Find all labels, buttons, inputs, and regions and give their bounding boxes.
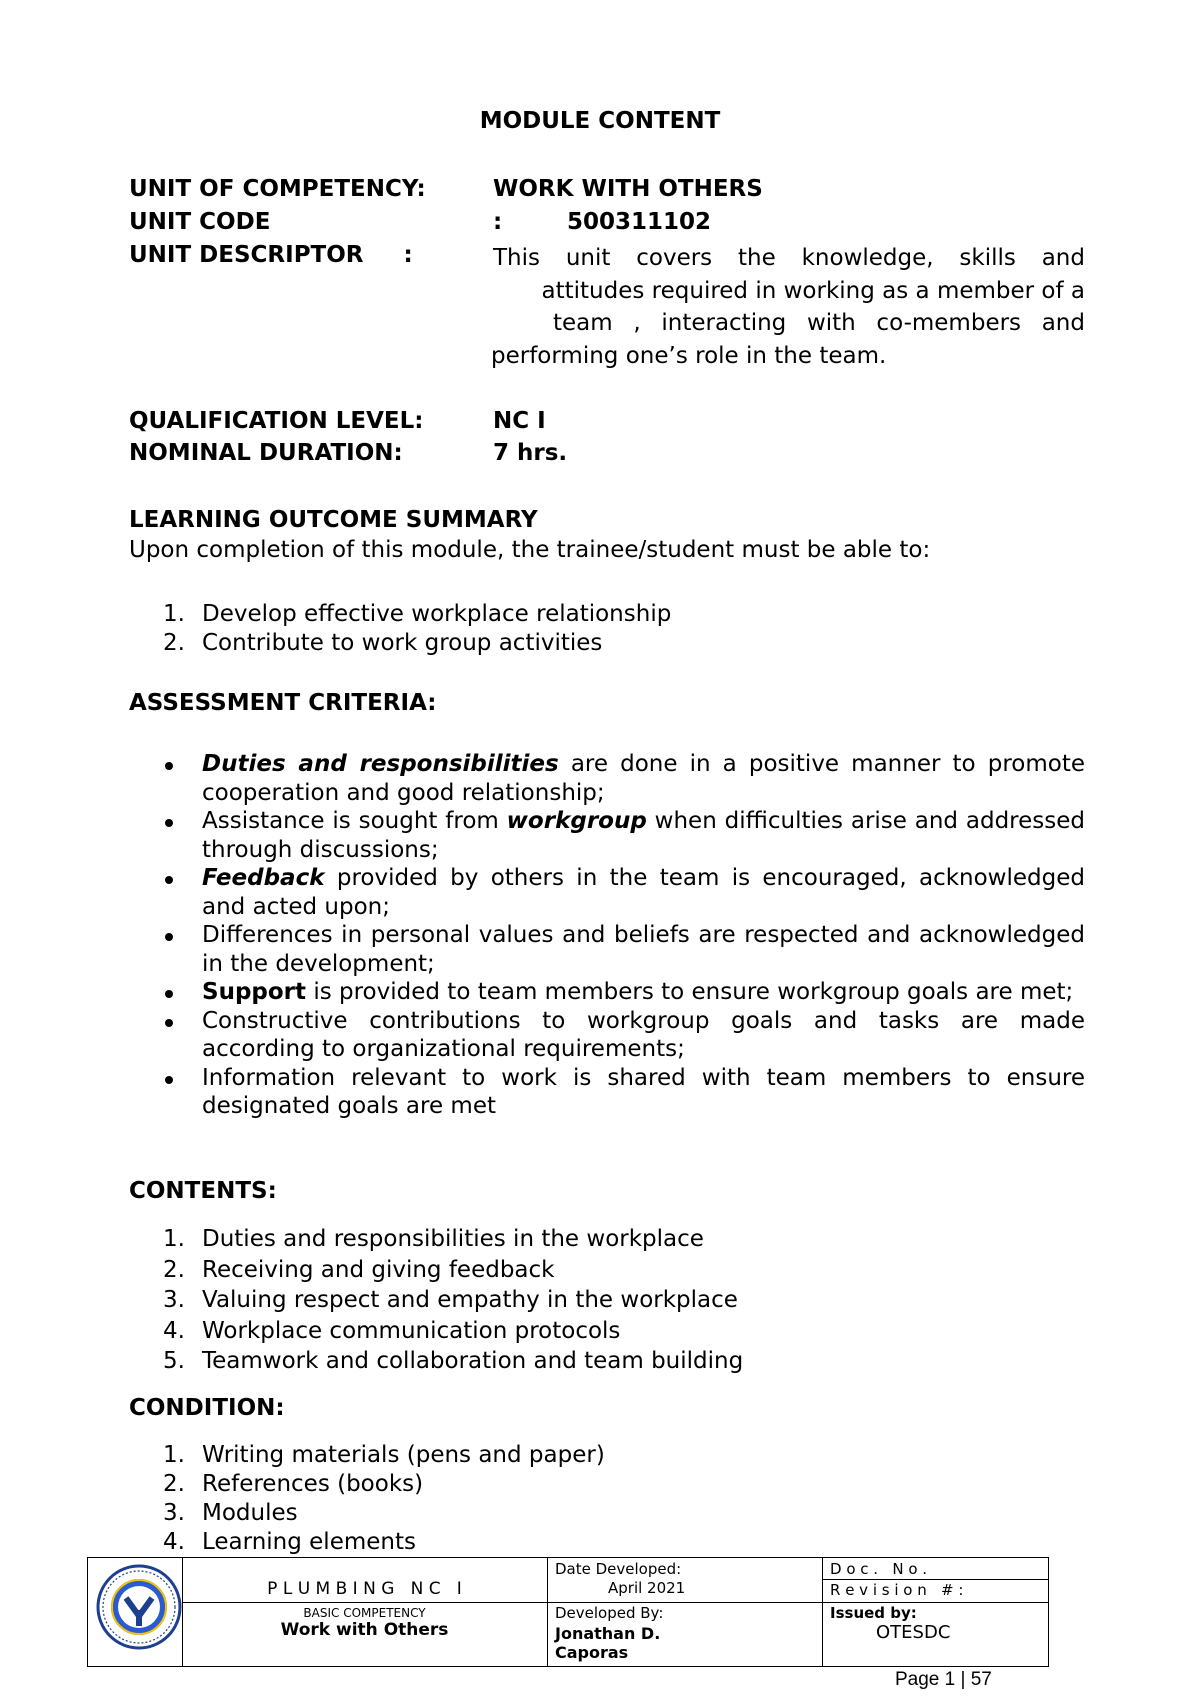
bullet-icon xyxy=(165,1019,173,1027)
list-item: Duties and responsibilities are done in a positive manner to promote cooperation and good relationship; xyxy=(129,750,1085,807)
duration-value: 7 hrs. xyxy=(493,440,568,466)
list-item: 1. Develop effective workplace relationship xyxy=(163,601,672,627)
list-item: 4. Workplace communication protocols xyxy=(163,1317,621,1344)
list-item: Information relevant to work is shared with team members to ensure designated goals are met xyxy=(129,1064,1085,1121)
duration-label: NOMINAL DURATION: xyxy=(129,440,403,466)
doc-no-label: D o c . N o . xyxy=(830,1560,928,1578)
list-item: 3. Modules xyxy=(163,1500,298,1526)
tesda-seal-icon xyxy=(96,1564,182,1650)
condition-heading: CONDITION: xyxy=(129,1395,285,1421)
descriptor-line: attitudes required in working as a member of a xyxy=(541,277,1085,304)
module-name: Work with Others xyxy=(280,1620,449,1640)
contents-list xyxy=(129,1224,743,1377)
bullet-icon xyxy=(165,990,173,998)
page-title: MODULE CONTENT xyxy=(479,108,721,134)
unit-code-label: UNIT CODE xyxy=(129,209,271,235)
assessment-list xyxy=(129,750,1085,1121)
contents-heading: CONTENTS: xyxy=(129,1178,277,1204)
list-item: Constructive contributions to workgroup goals and tasks are made according to organizational requirements; xyxy=(129,1007,1085,1064)
list-item: 1. Duties and responsibilities in the workplace xyxy=(163,1226,704,1252)
footer-table xyxy=(87,1557,1049,1667)
issued-by-label: Issued by: xyxy=(830,1604,917,1622)
descriptor-text xyxy=(493,242,1085,372)
learning-outcome-intro: Upon completion of this module, the trainee/student must be able to: xyxy=(129,537,931,563)
condition-list xyxy=(129,1441,605,1557)
qualification-value: NC I xyxy=(493,408,546,434)
descriptor-line: performing one’s role in the team. xyxy=(491,342,887,369)
learning-outcome-list xyxy=(129,600,671,658)
qualification-label: QUALIFICATION LEVEL: xyxy=(129,408,424,434)
list-item: Feedback provided by others in the team is encouraged, acknowledged and acted upon; xyxy=(129,864,1085,921)
issued-by-value: OTESDC xyxy=(876,1622,951,1643)
list-item: 1. Writing materials (pens and paper) xyxy=(163,1442,605,1468)
bullet-icon xyxy=(165,762,173,770)
list-item: Assistance is sought from workgroup when difficulties arise and addressed through discussions; xyxy=(129,807,1085,864)
developer-name: Jonathan D. Caporas xyxy=(555,1624,661,1662)
learning-outcome-heading: LEARNING OUTCOME SUMMARY xyxy=(129,507,538,533)
list-item: 4. Learning elements xyxy=(163,1529,416,1555)
unit-code-colon: : xyxy=(493,209,503,235)
list-item: 5. Teamwork and collaboration and team building xyxy=(163,1348,744,1374)
competency-type: BASIC COMPETENCY xyxy=(303,1606,426,1620)
page-number: Page 1 | 57 xyxy=(895,1669,992,1690)
list-item: 2. References (books) xyxy=(163,1471,424,1497)
descriptor-label: UNIT DESCRIPTOR : xyxy=(129,242,413,268)
date-developed-value: April 2021 xyxy=(608,1579,686,1597)
competency-label: UNIT OF COMPETENCY: xyxy=(129,176,426,202)
assessment-heading: ASSESSMENT CRITERIA: xyxy=(129,690,437,716)
revision-label: R e v i s i o n # : xyxy=(830,1581,964,1599)
bullet-icon xyxy=(165,876,173,884)
bullet-icon xyxy=(165,1076,173,1084)
developed-by-label: Developed By: xyxy=(555,1604,664,1622)
list-item: 2. Receiving and giving feedback xyxy=(163,1256,555,1283)
program-name: P L U M B I N G N C I xyxy=(267,1579,462,1599)
unit-code-value: 500311102 xyxy=(567,209,712,235)
descriptor-line: team , interacting with co-members and xyxy=(553,310,1085,336)
competency-value: WORK WITH OTHERS xyxy=(493,176,763,202)
bullet-icon xyxy=(165,933,173,941)
bullet-icon xyxy=(165,819,173,827)
descriptor-line: This unit covers the knowledge, skills and xyxy=(493,245,1085,271)
list-item: Differences in personal values and beliefs are respected and acknowledged in the development; xyxy=(129,921,1085,978)
list-item: Support is provided to team members to ensure workgroup goals are met; xyxy=(129,978,1085,1007)
list-item: 2. Contribute to work group activities xyxy=(163,630,603,656)
date-developed-label: Date Developed: xyxy=(555,1560,682,1578)
list-item: 3. Valuing respect and empathy in the workplace xyxy=(163,1287,738,1313)
